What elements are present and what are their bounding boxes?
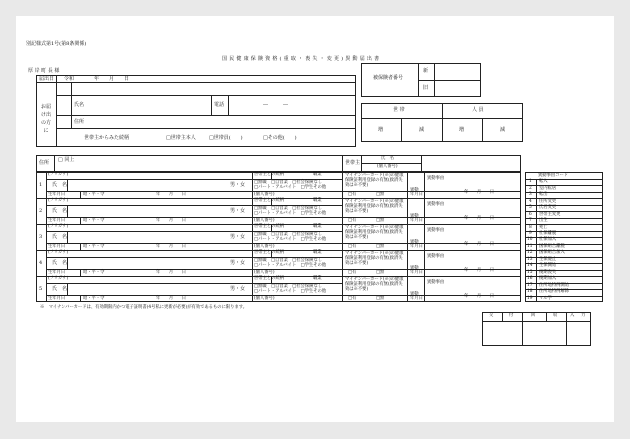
household-head-label: 世帯主 — [345, 160, 361, 166]
code-label: 住所地特例解除 — [539, 289, 570, 295]
code-label: 氏名変更 — [539, 205, 557, 211]
household-name-header: 氏 名 — [381, 156, 394, 161]
occupation-options-1[interactable]: □無職 □自営業 □社会保険なし — [254, 180, 323, 185]
phone-label: 電話 — [214, 102, 225, 108]
code-number: 8 — [529, 224, 532, 230]
move-date-ymd: 年 月 日 — [464, 294, 495, 299]
birth-ymd: 年 月 日 — [156, 244, 187, 249]
birth-label: 生年月日 — [48, 218, 66, 223]
code-number: 14 — [527, 263, 533, 269]
code-number: 13 — [527, 256, 533, 262]
birth-label: 生年月日 — [48, 244, 66, 249]
insured-label: 被保険者番号 — [373, 75, 404, 81]
code-label: 転出 — [539, 192, 548, 198]
code-number: 15 — [527, 269, 533, 275]
rel-option-other[interactable]: □その他( ) — [263, 135, 297, 141]
birth-eras: 昭・平・令 — [83, 192, 105, 197]
move-date-label: 異動 — [410, 266, 419, 271]
code-label: マル学 — [539, 295, 552, 301]
code-label: 社保加入 — [539, 237, 557, 243]
code-label: 国保組合加入 — [539, 250, 565, 256]
code-number: 5 — [529, 205, 532, 211]
reason-label: 異動事由 — [427, 176, 445, 181]
birth-eras: 昭・平・令 — [83, 270, 105, 275]
phone-dash: ― ― — [263, 102, 289, 108]
relation-header: 世帯主との続柄 — [254, 276, 285, 281]
reason-label: 異動事由 — [427, 254, 445, 259]
sex-label: 男・女 — [230, 260, 246, 266]
date-era: 令和 — [64, 76, 75, 82]
mynumber-label: (個人番号) — [254, 218, 275, 223]
code-label: 生保廃止 — [539, 256, 557, 262]
card-no[interactable]: □無 — [376, 244, 385, 249]
stamp-5: 入 — [570, 313, 575, 318]
mynumber-label: (個人番号) — [254, 270, 275, 275]
move-date-label-2: 年月日 — [410, 218, 423, 223]
code-number: 12 — [527, 250, 533, 256]
stamp-3: 回 — [531, 313, 536, 318]
summary-households: 世 帯 — [393, 107, 405, 113]
code-label: 社保離脱 — [539, 230, 557, 236]
move-date-ymd: 年 月 日 — [464, 190, 495, 195]
occupation-options-1[interactable]: □無職 □自営業 □社会保険なし — [254, 284, 323, 289]
name-label: 氏 名 — [52, 260, 68, 266]
relation-header: 世帯主との続柄 — [254, 224, 285, 229]
mynumber-label: (個人番号) — [254, 296, 275, 301]
move-date-ymd: 年 月 日 — [464, 268, 495, 273]
move-date-label: 異動 — [410, 188, 419, 193]
mynumber-label: (個人番号) — [254, 192, 275, 197]
code-label: 国保組合離脱 — [539, 243, 565, 249]
card-yes[interactable]: □有 — [348, 244, 357, 249]
occupation-options-2[interactable]: □パート・アルバイト □学生その他 — [254, 289, 327, 294]
code-label: 後期喪失 — [539, 269, 557, 275]
furigana-label: (フリガナ) — [48, 224, 69, 229]
household-mynumber: (個人番号) — [377, 164, 398, 169]
rel-option-member[interactable]: □世帯員( ) — [209, 135, 243, 141]
occupation-options-2[interactable]: □パート・アルバイト □学生その他 — [254, 263, 327, 268]
code-number: 1 — [529, 179, 532, 185]
birth-ymd: 年 月 日 — [156, 192, 187, 197]
household-address-label: 住所 — [39, 160, 50, 166]
card-yes[interactable]: □有 — [348, 192, 357, 197]
move-date-ymd: 年 月 日 — [464, 242, 495, 247]
code-number: 16 — [527, 276, 533, 282]
mynumber-card-question: マイナンバーカード(※)の健康保険証利用登録の有無(救済失効は※不要) — [345, 277, 404, 292]
code-number: 3 — [529, 192, 532, 198]
code-number: 9 — [529, 230, 532, 236]
birth-label: 生年月日 — [48, 270, 66, 275]
reporter-address-label: 住所 — [74, 119, 85, 125]
sex-label: 男・女 — [230, 182, 246, 188]
birth-eras: 昭・平・令 — [83, 218, 105, 223]
occupation-options-2[interactable]: □パート・アルバイト □学生その他 — [254, 211, 327, 216]
relation-header: 世帯主との続柄 — [254, 198, 285, 203]
mynumber-card-question: マイナンバーカード(※)の健康保険証利用登録の有無(救済失効は※不要) — [345, 199, 404, 214]
mynumber-label: (個人番号) — [254, 244, 275, 249]
stamp-4: 収 — [553, 313, 558, 318]
row-number: 4 — [39, 260, 43, 266]
reason-label: 異動事由 — [427, 202, 445, 207]
code-label: 住所変更 — [539, 198, 557, 204]
occupation-header: 職業 — [313, 224, 322, 229]
stamp-2: 付 — [509, 313, 514, 318]
move-date-label-2: 年月日 — [410, 244, 423, 249]
code-number: 10 — [527, 237, 533, 243]
occupation-options-1[interactable]: □無職 □自営業 □社会保険なし — [254, 258, 323, 263]
card-no[interactable]: □無 — [376, 296, 385, 301]
furigana-label: (フリガナ) — [48, 198, 69, 203]
move-date-label-2: 年月日 — [410, 192, 423, 197]
name-label: 氏 名 — [52, 208, 68, 214]
household-same[interactable]: □ 同上 — [58, 157, 75, 163]
reason-label: 異動事由 — [427, 280, 445, 285]
card-yes[interactable]: □有 — [348, 296, 357, 301]
code-label: 死亡 — [539, 224, 548, 230]
card-yes[interactable]: □有 — [348, 218, 357, 223]
insured-old: 旧 — [423, 85, 429, 91]
birth-ymd: 年 月 日 — [156, 270, 187, 275]
code-number: 7 — [529, 218, 532, 224]
card-yes[interactable]: □有 — [348, 270, 357, 275]
birth-eras: 昭・平・令 — [83, 244, 105, 249]
move-date-ymd: 年 月 日 — [464, 216, 495, 221]
code-label: 室内転居 — [539, 185, 557, 191]
mynumber-card-question: マイナンバーカード(※)の健康保険証利用登録の有無(救済失効は※不要) — [345, 173, 404, 188]
occupation-header: 職業 — [313, 276, 322, 281]
code-number: 4 — [529, 198, 532, 204]
move-date-label: 異動 — [410, 292, 419, 297]
birth-label: 生年月日 — [48, 192, 66, 197]
name-label: 氏 名 — [52, 286, 68, 292]
sex-label: 男・女 — [230, 234, 246, 240]
form-id: 別記様式第1号(第8条関係) — [26, 41, 87, 47]
reporter-section: お届け出の方に — [40, 104, 51, 134]
summary-inc2: 増 — [459, 127, 465, 133]
relation-header: 世帯主との続柄 — [254, 172, 285, 177]
form-title: 国 民 健 康 保 険 資 格 ( 重 取 ・ 喪 失 ・ 変 更 ) 異 動 届 出 書 — [222, 56, 380, 62]
stamp-1: 交 — [489, 313, 494, 318]
code-label: 世帯主変更 — [539, 211, 561, 217]
card-no[interactable]: □無 — [376, 270, 385, 275]
name-label: 氏 名 — [52, 234, 68, 240]
code-number: 18 — [527, 289, 533, 295]
move-date-label-2: 年月日 — [410, 270, 423, 275]
occupation-options-2[interactable]: □パート・アルバイト □学生その他 — [254, 237, 327, 242]
card-no[interactable]: □無 — [376, 192, 385, 197]
addressee: 厚 岸 町 長 様 — [28, 68, 60, 74]
name-label: 氏 名 — [52, 182, 68, 188]
relation-label: 世帯主からみた続柄 — [84, 135, 130, 141]
date-ymd: 年 月 日 — [94, 76, 130, 82]
move-date-label-2: 年月日 — [410, 296, 423, 301]
summary-dec2: 減 — [500, 127, 506, 133]
code-number: 6 — [529, 211, 532, 217]
row-number: 3 — [39, 234, 43, 240]
occupation-header: 職業 — [313, 172, 322, 177]
stamp-6: 力 — [581, 313, 586, 318]
mynumber-card-question: マイナンバーカード(※)の健康保険証利用登録の有無(救済失効は※不要) — [345, 225, 404, 240]
code-label: 出生 — [539, 218, 548, 224]
code-number: 2 — [529, 185, 532, 191]
code-label: 生保開始 — [539, 263, 557, 269]
move-date-label: 異動 — [410, 214, 419, 219]
move-date-label: 異動 — [410, 240, 419, 245]
mynumber-card-question: マイナンバーカード(※)の健康保険証利用登録の有無(救済失効は※不要) — [345, 251, 404, 266]
birth-ymd: 年 月 日 — [156, 218, 187, 223]
code-number: 19 — [527, 295, 533, 301]
card-no[interactable]: □無 — [376, 218, 385, 223]
code-label: 住所地特例開始 — [539, 282, 570, 288]
summary-dec1: 減 — [419, 127, 425, 133]
footnote: ※ マイナンバーカードは、有効期限内かつ電子証明書(4号私に更新が必要)が有効であるものに限ります。 — [40, 305, 248, 310]
code-number: 11 — [527, 243, 533, 249]
summary-persons: 人 員 — [472, 107, 484, 113]
reason-label: 異動事由 — [427, 228, 445, 233]
furigana-label: (フリガナ) — [48, 172, 69, 177]
furigana-label: (フリガナ) — [48, 276, 69, 281]
sex-label: 男・女 — [230, 208, 246, 214]
code-label: 転入 — [539, 179, 548, 185]
insured-new: 新 — [423, 68, 429, 74]
date-label: 届出日 — [39, 76, 55, 82]
sex-label: 男・女 — [230, 286, 246, 292]
occupation-options-1[interactable]: □無職 □自営業 □社会保険なし — [254, 206, 323, 211]
row-number: 5 — [39, 286, 43, 292]
birth-label: 生年月日 — [48, 296, 66, 301]
rel-option-self[interactable]: □世帯主本人 — [166, 135, 196, 141]
birth-eras: 昭・平・令 — [83, 296, 105, 301]
furigana-label: (フリガナ) — [48, 250, 69, 255]
codes-title: 異動事由コード — [538, 173, 569, 178]
reporter-name-label: 氏名 — [74, 102, 85, 108]
occupation-options-2[interactable]: □パート・アルバイト □学生その他 — [254, 185, 327, 190]
occupation-options-1[interactable]: □無職 □自営業 □社会保険なし — [254, 232, 323, 237]
summary-inc1: 増 — [378, 127, 384, 133]
birth-ymd: 年 月 日 — [156, 296, 187, 301]
occupation-header: 職業 — [313, 198, 322, 203]
row-number: 1 — [39, 182, 43, 188]
occupation-header: 職業 — [313, 250, 322, 255]
relation-header: 世帯主との続柄 — [254, 250, 285, 255]
code-number: 17 — [527, 282, 533, 288]
row-number: 2 — [39, 208, 43, 214]
form-sheet — [16, 16, 614, 422]
code-label: 後期加入 — [539, 276, 557, 282]
